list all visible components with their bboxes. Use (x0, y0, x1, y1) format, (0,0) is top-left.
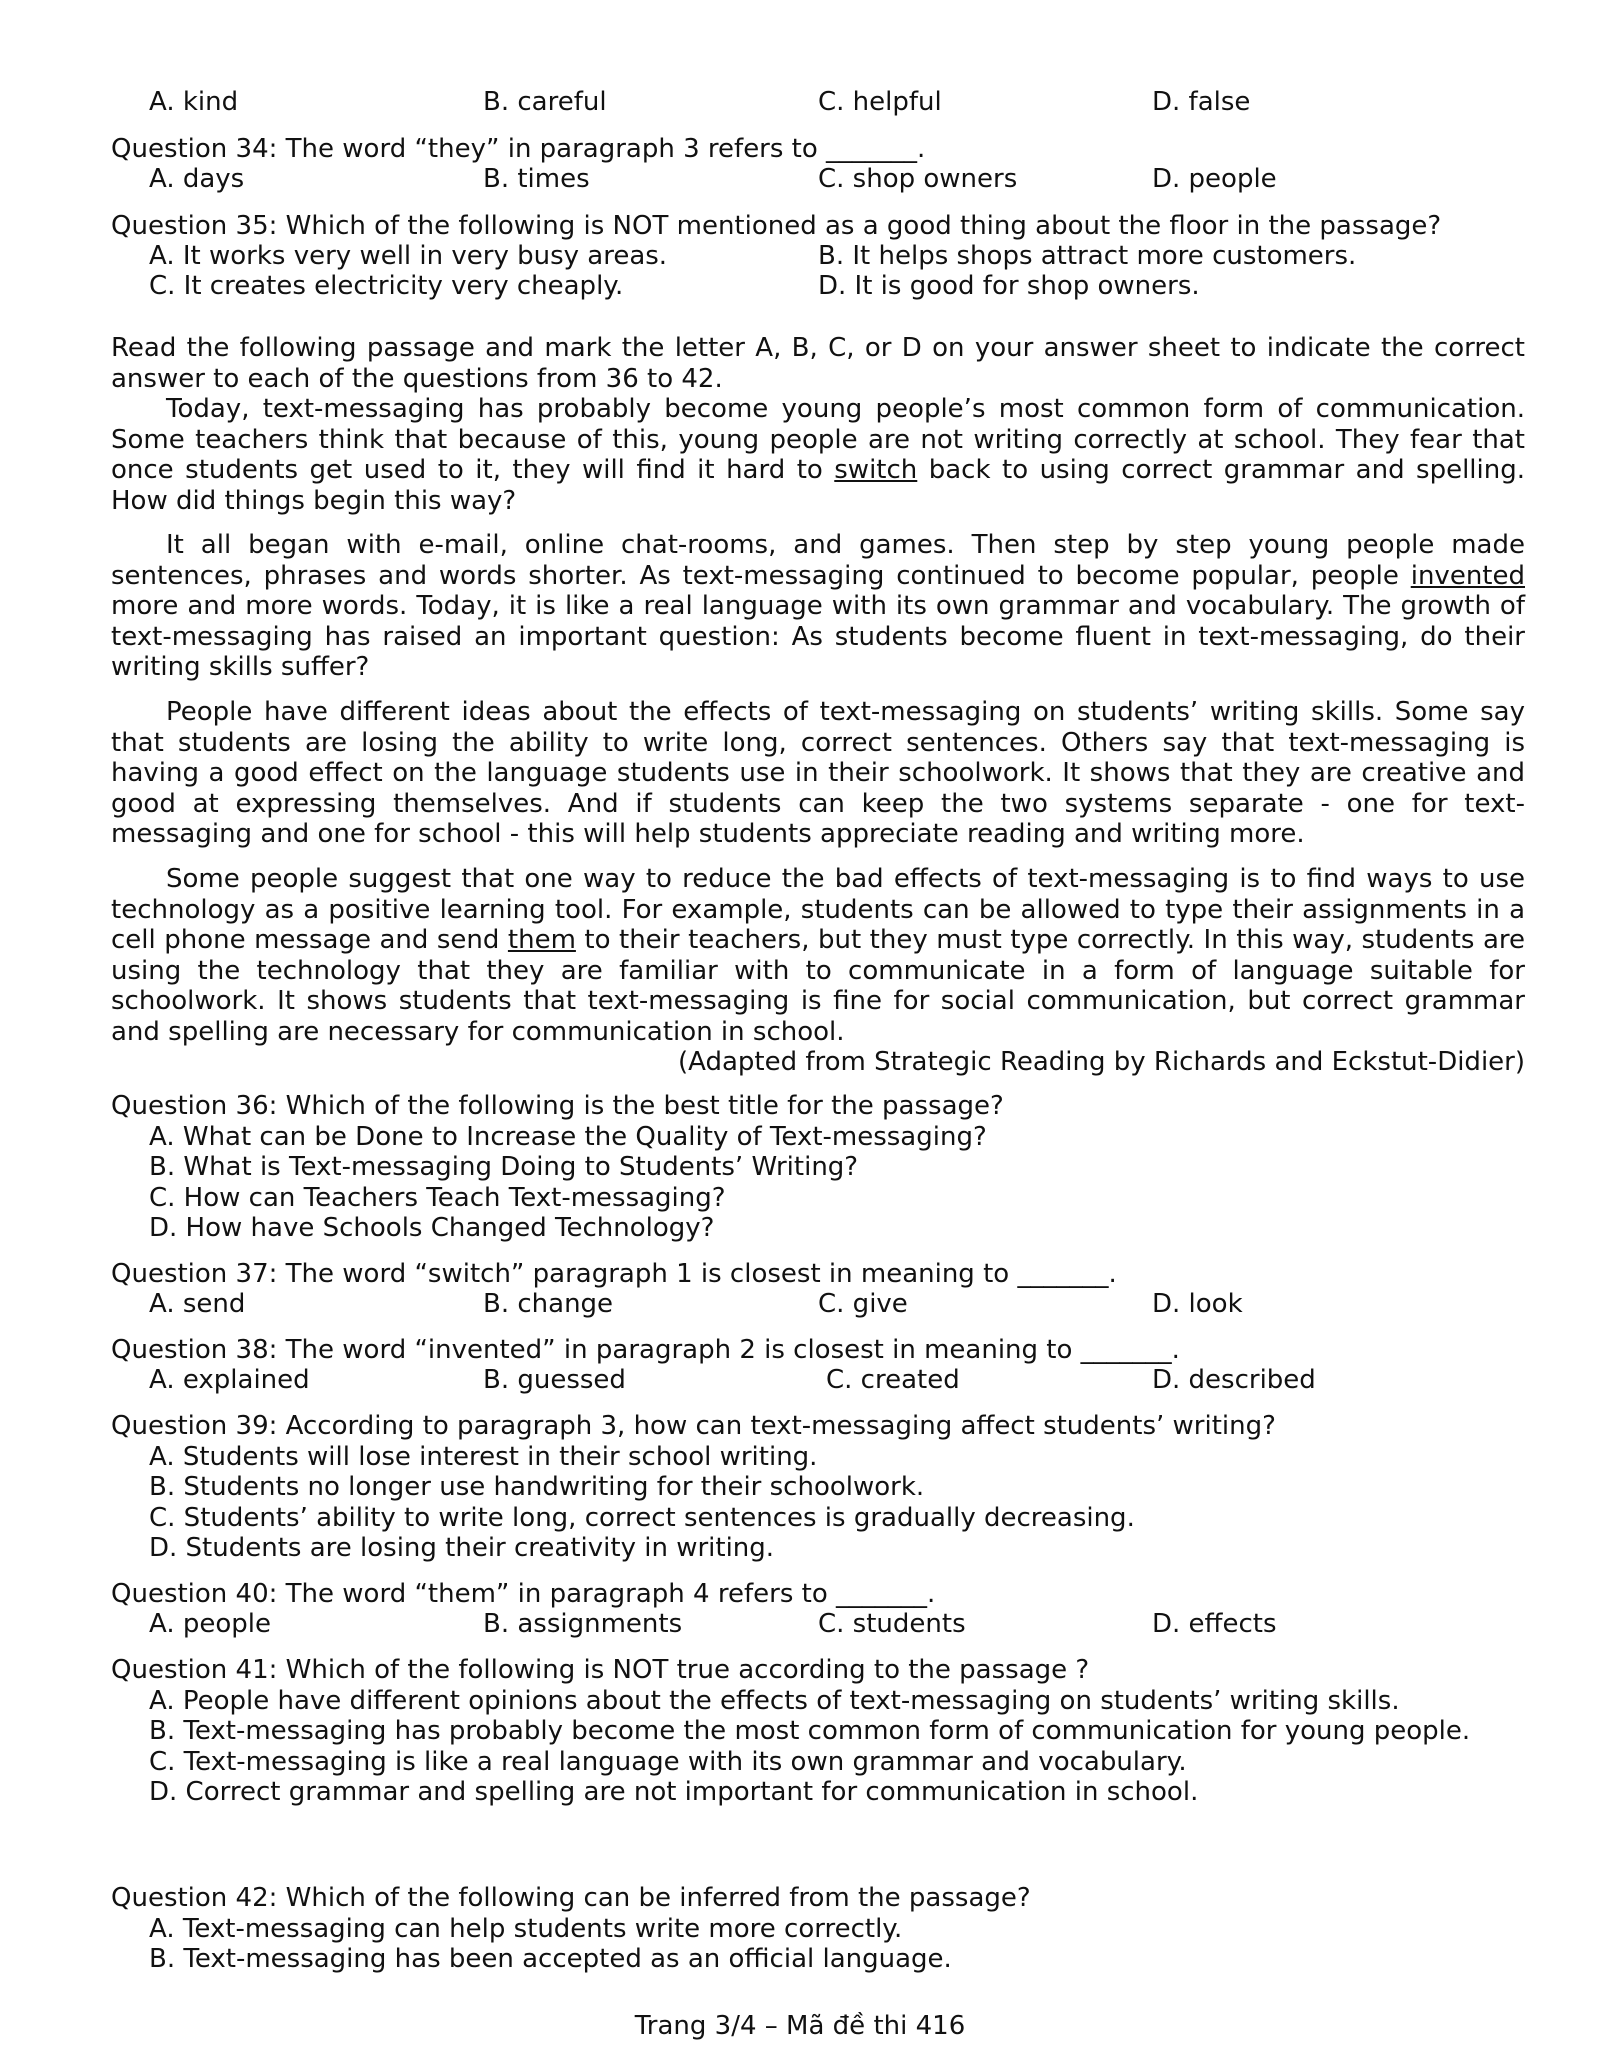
question-stem: Question 41: Which of the following is NOT true according to the passage ? (111, 1655, 1090, 1685)
question-stem: Question 39: According to paragraph 3, how can text-messaging affect students’ writing? (111, 1411, 1276, 1441)
option-c: C. Text-messaging is like a real language with its own grammar and vocabulary. (149, 1746, 1187, 1777)
option-b: B. It helps shops attract more customers. (818, 241, 1357, 271)
question-36 (111, 1091, 1525, 1244)
option-c: C. created (826, 1365, 960, 1395)
option-d: D. Correct grammar and spelling are not important for communication in school. (149, 1777, 1199, 1807)
question-stem: Question 38: The word “invented” in paragraph 2 is closest in meaning to _______. (111, 1335, 1180, 1365)
option-a: A. kind (149, 87, 239, 117)
option-a: A. It works very well in very busy areas. (149, 241, 668, 271)
option-d: D. false (1152, 87, 1251, 117)
option-a: A. Students will lose interest in their school writing. (149, 1441, 818, 1472)
option-b: B. assignments (483, 1609, 683, 1639)
passage-source: (Adapted from Strategic Reading by Richards and Eckstut-Didier) (678, 1047, 1525, 1077)
question-42 (111, 1883, 1525, 1975)
option-d: D. How have Schools Changed Technology? (149, 1213, 715, 1243)
option-a: A. send (149, 1289, 246, 1319)
question-stem: Question 37: The word “switch” paragraph 1 is closest in meaning to _______. (111, 1259, 1117, 1289)
option-c: C. students (818, 1609, 966, 1639)
underlined-word-invented: invented (1410, 560, 1525, 591)
question-stem: Question 42: Which of the following can be inferred from the passage? (111, 1883, 1031, 1913)
option-b: B. careful (483, 87, 607, 117)
underlined-word-them: them (507, 925, 576, 955)
option-b: B. What is Text-messaging Doing to Students’ Writing? (149, 1152, 859, 1182)
option-c: C. helpful (818, 87, 942, 117)
option-b: B. change (483, 1289, 614, 1319)
question-37 (111, 1259, 1525, 1319)
question-35 (111, 211, 1525, 301)
question-stem: Question 40: The word “them” in paragraph 4 refers to _______. (111, 1579, 936, 1609)
paragraph-4-block (111, 864, 1525, 1078)
option-d: D. It is good for shop owners. (818, 271, 1200, 301)
question-38 (111, 1335, 1525, 1395)
underlined-word-switch: switch (834, 455, 918, 485)
question-41 (111, 1655, 1525, 1808)
reading-instruction: Read the following passage and mark the letter A, B, C, or D on your answer sheet to indicate the correct answer to each of the questions from 36 to 42. (111, 333, 1525, 394)
question-stem: Question 36: Which of the following is the best title for the passage? (111, 1091, 1004, 1121)
question-34 (111, 134, 1525, 194)
option-b: B. Text-messaging has probably become the most common form of communication for young people. (149, 1716, 1471, 1746)
option-a: A. explained (149, 1365, 310, 1395)
option-d: D. described (1152, 1365, 1316, 1395)
reading-passage (111, 394, 1525, 516)
option-c: C. Students’ ability to write long, correct sentences is gradually decreasing. (149, 1502, 1135, 1533)
paragraph-3-block (111, 697, 1525, 850)
paragraph-1: Today, text-messaging has probably become young people’s most common form of communication. Some teachers think that because of this, young people are not writing correctly at school. They fear that once students get used to it, they will find it hard to switch back to using correct grammar and spelling. How did things begin this way? (111, 394, 1526, 516)
option-b: B. Text-messaging has been accepted as an official language. (149, 1944, 952, 1974)
option-c: C. It creates electricity very cheaply. (149, 271, 624, 301)
option-d: D. effects (1152, 1609, 1277, 1639)
question-33-options (111, 87, 1525, 117)
option-c: C. How can Teachers Teach Text-messaging? (149, 1182, 726, 1213)
paragraph-4: Some people suggest that one way to reduce the bad effects of text-messaging is to find ways to use technology as a positive learning tool. For example, students can be allowed to type their assignments in a cell phone message and send them to their teachers, but they must type correctly. In this way, students are using the technology that they are familiar with to communicate in a form of language suitable for schoolwork. It shows students that text-messaging is fine for social communication, but correct grammar and spelling are necessary for communication in school. (111, 864, 1525, 1047)
option-d: D. people (1152, 164, 1277, 194)
option-b: B. Students no longer use handwriting for their schoolwork. (149, 1472, 925, 1502)
question-40 (111, 1579, 1525, 1639)
question-stem: Question 34: The word “they” in paragraph 3 refers to _______. (111, 134, 926, 164)
option-b: B. guessed (483, 1365, 626, 1395)
option-a: A. Text-messaging can help students write more correctly. (149, 1913, 903, 1944)
option-c: C. shop owners (818, 164, 1018, 194)
paragraph-2: It all began with e-mail, online chat-rooms, and games. Then step by step young people made sentences, phrases and words shorter. As text-messaging continued to become popular, people invented more and more words. Today, it is like a real language with its own grammar and vocabulary. The growth of text-messaging has raised an important question: As students become fluent in text-messaging, do their writing skills suffer? (111, 530, 1525, 682)
option-a: A. days (149, 164, 245, 194)
page-footer: Trang 3/4 – Mã đề thi 416 (634, 2011, 966, 2041)
question-39 (111, 1411, 1525, 1564)
option-d: D. look (1152, 1289, 1243, 1319)
question-stem: Question 35: Which of the following is NOT mentioned as a good thing about the floor in the passage? (111, 211, 1442, 241)
option-a: A. People have different opinions about the effects of text-messaging on students’ writing skills. (149, 1685, 1400, 1716)
option-c: C. give (818, 1289, 908, 1319)
paragraph-2-block (111, 530, 1525, 683)
option-b: B. times (483, 164, 590, 194)
option-a: A. people (149, 1609, 271, 1639)
option-d: D. Students are losing their creativity in writing. (149, 1533, 775, 1563)
paragraph-3: People have different ideas about the effects of text-messaging on students’ writing skills. Some say that students are losing the ability to write long, correct sentences. Others say that text-messaging is having a good effect on the language students use in their schoolwork. It shows that they are creative and good at expressing themselves. And if students can keep the two systems separate - one for text-messaging and one for school - this will help students appreciate reading and writing more. (111, 697, 1525, 849)
option-a: A. What can be Done to Increase the Quality of Text-messaging? (149, 1121, 987, 1152)
